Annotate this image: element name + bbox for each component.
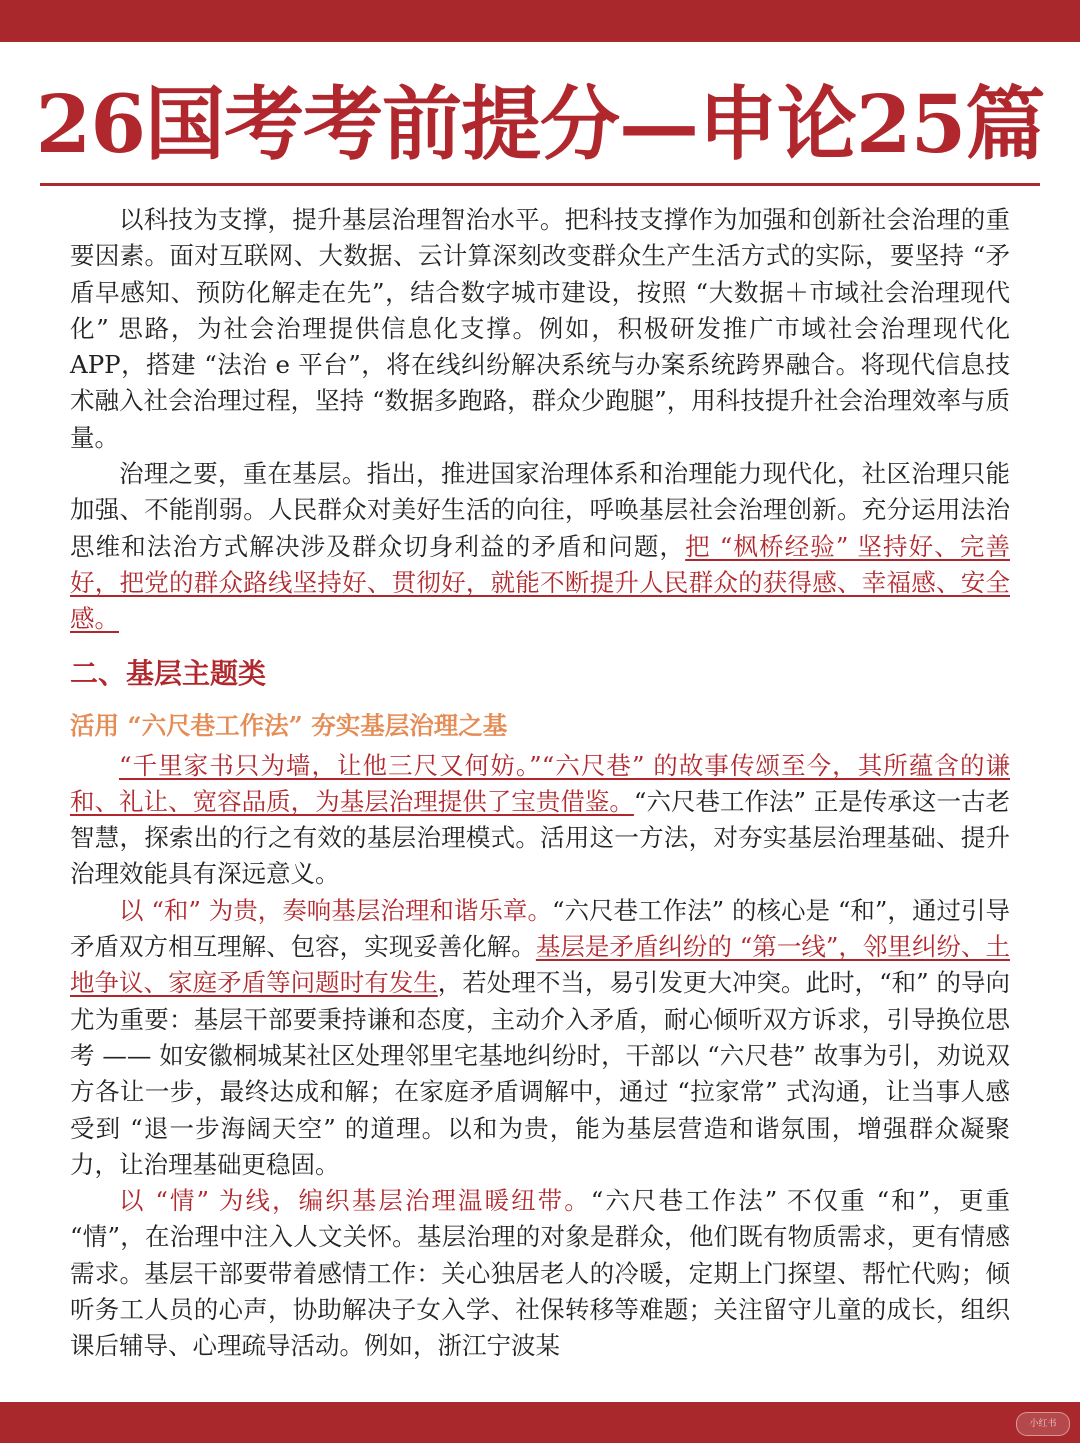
bottom-banner [0, 1402, 1080, 1443]
paragraph-emotion [70, 1183, 1010, 1364]
paragraph-tech-support: 以科技为支撑，提升基层治理智治水平。把科技支撑作为加强和创新社会治理的重要因素。面对互联网、大数据、云计算深刻改变群众生产生活方式的实际，要坚持 “矛盾早感知、预防化解走在先”，结合数字城市建设，按照 “大数据＋市域社会治理现代化” 思路，为社会治理提供信息化支撑。例如，积极研发推广市域社会治理现代化 APP，搭建 “法治 e 平台”，将在线纠纷解决系统与办案系统跨界融合。将现代信息技术融入社会治理过程，坚持 “数据多跑路，群众少跑腿”，用科技提升社会治理效率与质量。 [70, 205, 1010, 452]
highlighted-text: 基层是矛盾纠纷的 “第一线”，邻里纠纷、土地争议、家庭矛盾等问题时有发生 [70, 932, 1011, 998]
paragraph-text: ，若处理不当，易引发更大冲突。此时，“和” 的导向尤为重要：基层干部要秉持谦和态度，主动介入矛盾，耐心倾听双方诉求，引导换位思考 —— 如安徽桐城某社区处理邻里宅基地纠纷时，干部以 “六尺巷” 故事为引，劝说双方各让一步，最终达成和解；在家庭矛盾调解中，通过 “拉家常” 式沟通，让当事人感受到 “退一步海阔天空” 的道理。以和为贵，能为基层营造和谐氛围，增强群众凝聚力，让治理基础更稳固。 [70, 968, 1010, 1179]
paragraph-text: “六尺巷工作法” 正是传承这一古老智慧，探索出的行之有效的基层治理模式。活用这一方法，对夯实基层治理基础、提升治理效能具有深远意义。 [70, 786, 1011, 889]
watermark-badge: 小红书 [1016, 1412, 1070, 1436]
article-body [70, 202, 1010, 1365]
page-title: 26国考考前提分—申论25篇 [35, 77, 1045, 171]
paragraph-lead: 以 “和” 为贵，奏响基层治理和谐乐章。 [119, 895, 552, 925]
sub-heading: 活用 “六尺巷工作法” 夯实基层治理之基 [70, 710, 508, 740]
paragraph-text: 治理之要，重在基层。指出，推进国家治理体系和治理能力现代化，社区治理只能加强、不能削弱。人民群众对美好生活的向往，呼唤基层社会治理创新。充分运用法治思维和法治方式解决涉及群众切身利益的矛盾和问题， [70, 459, 1010, 561]
paragraph-grassroots [70, 456, 1010, 637]
highlighted-text: “千里家书只为墙，让他三尺又何妨。”“六尺巷” 的故事传颂至今，其所蕴含的谦和、礼让、宽容品质，为基层治理提供了宝贵借鉴。 [70, 750, 1010, 816]
paragraph-text: “六尺巷工作法” 不仅重 “和”，更重 “情”，在治理中注入人文关怀。基层治理的对象是群众，他们既有物质需求，更有情感需求。基层干部要带着感情工作：关心独居老人的冷暖，定期上门探望、帮忙代购；倾听务工人员的心声，协助解决子女入学、社保转移等难题；关注留守儿童的成长，组织课后辅导、心理疏导活动。例如，浙江宁波某 [70, 1186, 1010, 1361]
section-heading: 二、基层主题类 [70, 656, 267, 690]
paragraph-text: “六尺巷工作法” 的核心是 “和”，通过引导矛盾双方相互理解、包容，实现妥善化解。 [70, 895, 1010, 962]
top-banner [0, 0, 1080, 42]
highlighted-text: 把 “枫桥经验” 坚持好、完善好，把党的群众路线坚持好、贯彻好，就能不断提升人民群众的获得感、幸福感、安全感。 [70, 531, 1011, 634]
paragraph-lead: 以 “情” 为线，编织基层治理温暖纽带。 [119, 1186, 591, 1216]
title-divider [40, 183, 1040, 186]
paragraph-harmony [70, 893, 1010, 1183]
paragraph-liuchixiang [70, 748, 1010, 893]
